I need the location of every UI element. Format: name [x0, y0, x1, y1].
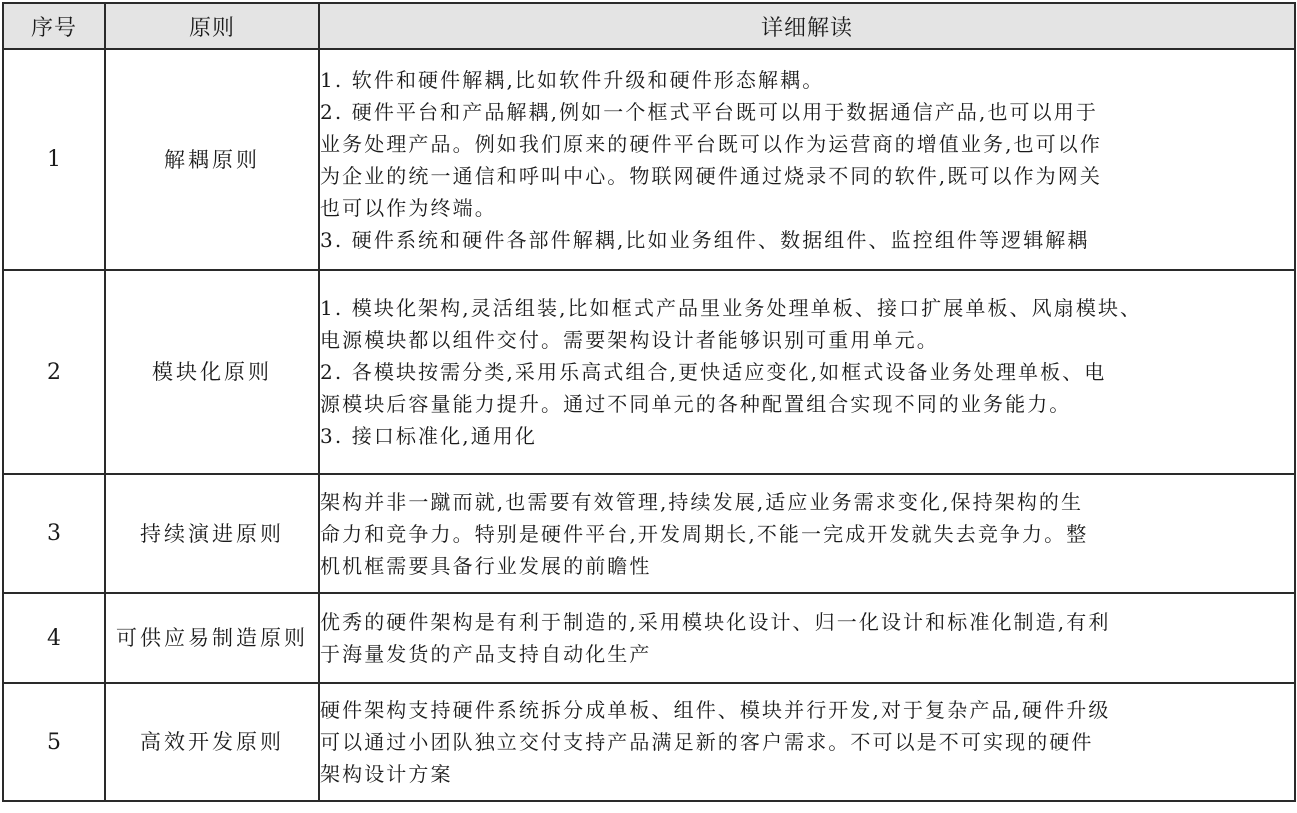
principle-name: 模块化原则: [105, 270, 319, 474]
header-name: 原则: [105, 3, 319, 49]
detail-line: 架构并非一蹴而就,也需要有效管理,持续发展,适应业务需求变化,保持架构的生: [320, 489, 1084, 514]
detail-line: 架构设计方案: [320, 762, 453, 786]
row-number: 1: [3, 49, 105, 270]
detail-line: 1. 模块化架构,灵活组装,比如框式产品里业务处理单板、接口扩展单板、风扇模块、: [320, 296, 1143, 320]
table-row: [3, 49, 1295, 270]
detail-line: 业务处理产品。例如我们原来的硬件平台既可以作为运营商的增值业务,也可以作: [320, 131, 1102, 156]
detail-line: 3. 接口标准化,通用化: [320, 424, 537, 448]
header-row: [3, 3, 1295, 49]
detail-line: 可以通过小团队独立交付支持产品满足新的客户需求。不可以是不可实现的硬件: [320, 730, 1094, 754]
detail-line: 3. 硬件系统和硬件各部件解耦,比如业务组件、数据组件、监控组件等逻辑解耦: [320, 227, 1090, 252]
principles-table: [2, 2, 1296, 802]
principle-name: 解耦原则: [105, 49, 319, 270]
detail-line: 源模块后容量能力提升。通过不同单元的各种配置组合实现不同的业务能力。: [320, 392, 1072, 416]
row-number: 2: [3, 270, 105, 474]
principle-detail: [319, 49, 1295, 270]
header-num: 序号: [3, 3, 105, 49]
detail-line: 优秀的硬件架构是有利于制造的,采用模块化设计、归一化设计和标准化制造,有利: [320, 610, 1111, 634]
row-number: 3: [3, 474, 105, 593]
principle-detail: [319, 683, 1295, 801]
table-header: [3, 3, 1295, 49]
table-body: [3, 49, 1295, 801]
detail-line: 命力和竞争力。特别是硬件平台,开发周期长,不能一完成开发就失去竞争力。整: [320, 521, 1089, 546]
detail-line: 硬件架构支持硬件系统拆分成单板、组件、模块并行开发,对于复杂产品,硬件升级: [320, 698, 1111, 722]
detail-line: 2. 各模块按需分类,采用乐高式组合,更快适应变化,如框式设备业务处理单板、电: [320, 360, 1107, 384]
principle-detail: [319, 593, 1295, 683]
detail-line: 也可以作为终端。: [320, 195, 497, 220]
detail-line: 为企业的统一通信和呼叫中心。物联网硬件通过烧录不同的软件,既可以作为网关: [320, 163, 1102, 188]
table-row: [3, 683, 1295, 801]
principle-detail: [319, 270, 1295, 474]
detail-line: 电源模块都以组件交付。需要架构设计者能够识别可重用单元。: [320, 328, 939, 352]
principle-detail: [319, 474, 1295, 593]
detail-line: 1. 软件和硬件解耦,比如软件升级和硬件形态解耦。: [320, 67, 825, 92]
table-row: [3, 593, 1295, 683]
row-number: 4: [3, 593, 105, 683]
detail-line: 2. 硬件平台和产品解耦,例如一个框式平台既可以用于数据通信产品,也可以用于: [320, 99, 1098, 124]
table-row: [3, 270, 1295, 474]
header-detail: 详细解读: [319, 3, 1295, 49]
principle-name: 高效开发原则: [105, 683, 319, 801]
detail-line: 于海量发货的产品支持自动化生产: [320, 642, 652, 666]
principle-name: 持续演进原则: [105, 474, 319, 593]
table-row: [3, 474, 1295, 593]
principle-name: 可供应易制造原则: [105, 593, 319, 683]
row-number: 5: [3, 683, 105, 801]
detail-line: 机机框需要具备行业发展的前瞻性: [320, 553, 652, 578]
